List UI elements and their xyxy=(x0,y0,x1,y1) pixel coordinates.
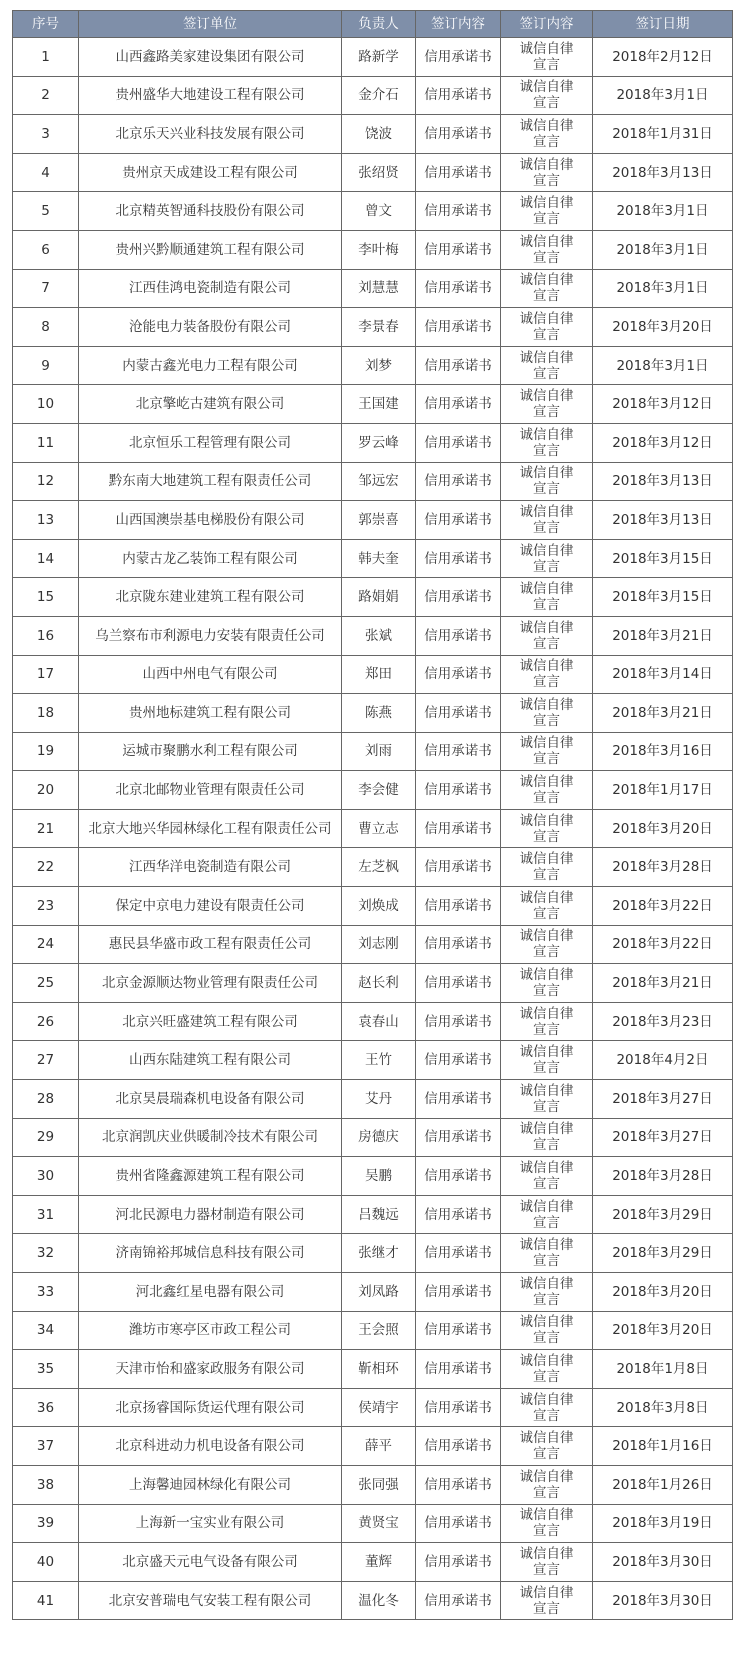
row-seq: 16 xyxy=(13,616,79,655)
row-seq: 20 xyxy=(13,771,79,810)
row-person: 路新学 xyxy=(342,38,416,77)
row-content-1: 信用承诺书 xyxy=(416,925,501,964)
row-person: 韩夫奎 xyxy=(342,539,416,578)
row-date: 2018年1月31日 xyxy=(593,115,733,154)
row-content-1: 信用承诺书 xyxy=(416,230,501,269)
table-row xyxy=(13,1041,733,1080)
row-unit: 北京扬睿国际货运代理有限公司 xyxy=(79,1388,342,1427)
row-content-1: 信用承诺书 xyxy=(416,38,501,77)
row-unit: 河北民源电力器材制造有限公司 xyxy=(79,1195,342,1234)
row-unit: 北京金源顺达物业管理有限责任公司 xyxy=(79,964,342,1003)
row-content-1: 信用承诺书 xyxy=(416,887,501,926)
table-row xyxy=(13,809,733,848)
table-row xyxy=(13,1504,733,1543)
row-date: 2018年3月21日 xyxy=(593,694,733,733)
row-person: 王国建 xyxy=(342,385,416,424)
row-person: 郑田 xyxy=(342,655,416,694)
row-seq: 29 xyxy=(13,1118,79,1157)
row-seq: 36 xyxy=(13,1388,79,1427)
row-unit: 北京北邮物业管理有限责任公司 xyxy=(79,771,342,810)
table-body xyxy=(13,38,733,1620)
row-person: 罗云峰 xyxy=(342,423,416,462)
row-content-1: 信用承诺书 xyxy=(416,1080,501,1119)
signing-table xyxy=(12,10,733,1620)
row-date: 2018年3月22日 xyxy=(593,887,733,926)
row-date: 2018年3月8日 xyxy=(593,1388,733,1427)
row-content-1: 信用承诺书 xyxy=(416,308,501,347)
row-content-2: 诚信自律宣言 xyxy=(501,616,593,655)
row-content-1: 信用承诺书 xyxy=(416,269,501,308)
row-person: 饶波 xyxy=(342,115,416,154)
row-seq: 23 xyxy=(13,887,79,926)
row-seq: 28 xyxy=(13,1080,79,1119)
header-content-1: 签订内容 xyxy=(416,11,501,38)
row-date: 2018年3月15日 xyxy=(593,578,733,617)
row-date: 2018年4月2日 xyxy=(593,1041,733,1080)
row-seq: 5 xyxy=(13,192,79,231)
row-date: 2018年3月29日 xyxy=(593,1195,733,1234)
row-date: 2018年3月15日 xyxy=(593,539,733,578)
row-seq: 38 xyxy=(13,1465,79,1504)
row-content-2: 诚信自律宣言 xyxy=(501,848,593,887)
row-content-2: 诚信自律宣言 xyxy=(501,385,593,424)
row-unit: 内蒙古鑫光电力工程有限公司 xyxy=(79,346,342,385)
row-unit: 北京乐天兴业科技发展有限公司 xyxy=(79,115,342,154)
row-unit: 北京恒乐工程管理有限公司 xyxy=(79,423,342,462)
row-date: 2018年3月20日 xyxy=(593,308,733,347)
row-unit: 上海新一宝实业有限公司 xyxy=(79,1504,342,1543)
row-unit: 山西东陆建筑工程有限公司 xyxy=(79,1041,342,1080)
row-date: 2018年3月1日 xyxy=(593,192,733,231)
row-content-1: 信用承诺书 xyxy=(416,385,501,424)
row-content-2: 诚信自律宣言 xyxy=(501,1080,593,1119)
row-unit: 北京擎屹古建筑有限公司 xyxy=(79,385,342,424)
row-unit: 贵州省隆鑫源建筑工程有限公司 xyxy=(79,1157,342,1196)
row-content-2: 诚信自律宣言 xyxy=(501,1118,593,1157)
table-row xyxy=(13,1157,733,1196)
table-row xyxy=(13,694,733,733)
row-seq: 25 xyxy=(13,964,79,1003)
row-seq: 22 xyxy=(13,848,79,887)
row-person: 温化冬 xyxy=(342,1581,416,1620)
row-person: 金介石 xyxy=(342,76,416,115)
row-content-1: 信用承诺书 xyxy=(416,192,501,231)
row-seq: 37 xyxy=(13,1427,79,1466)
row-person: 吴鹏 xyxy=(342,1157,416,1196)
row-content-1: 信用承诺书 xyxy=(416,1504,501,1543)
table-row xyxy=(13,655,733,694)
row-unit: 北京润凯庆业供暖制冷技术有限公司 xyxy=(79,1118,342,1157)
row-unit: 北京大地兴华园林绿化工程有限责任公司 xyxy=(79,809,342,848)
row-content-1: 信用承诺书 xyxy=(416,1388,501,1427)
row-seq: 11 xyxy=(13,423,79,462)
row-content-2: 诚信自律宣言 xyxy=(501,76,593,115)
row-date: 2018年3月22日 xyxy=(593,925,733,964)
row-date: 2018年1月17日 xyxy=(593,771,733,810)
table-row xyxy=(13,1350,733,1389)
row-unit: 北京盛天元电气设备有限公司 xyxy=(79,1543,342,1582)
row-date: 2018年3月28日 xyxy=(593,848,733,887)
row-content-2: 诚信自律宣言 xyxy=(501,1311,593,1350)
row-person: 左芝枫 xyxy=(342,848,416,887)
row-seq: 24 xyxy=(13,925,79,964)
row-unit: 惠民县华盛市政工程有限责任公司 xyxy=(79,925,342,964)
row-content-2: 诚信自律宣言 xyxy=(501,732,593,771)
table-row xyxy=(13,848,733,887)
row-content-2: 诚信自律宣言 xyxy=(501,1427,593,1466)
row-date: 2018年3月14日 xyxy=(593,655,733,694)
row-content-2: 诚信自律宣言 xyxy=(501,230,593,269)
row-person: 黄贤宝 xyxy=(342,1504,416,1543)
row-date: 2018年2月12日 xyxy=(593,38,733,77)
row-person: 李叶梅 xyxy=(342,230,416,269)
row-content-1: 信用承诺书 xyxy=(416,1273,501,1312)
row-content-2: 诚信自律宣言 xyxy=(501,925,593,964)
row-person: 刘志刚 xyxy=(342,925,416,964)
row-seq: 15 xyxy=(13,578,79,617)
row-content-1: 信用承诺书 xyxy=(416,501,501,540)
header-date: 签订日期 xyxy=(593,11,733,38)
row-content-1: 信用承诺书 xyxy=(416,1311,501,1350)
row-unit: 山西中州电气有限公司 xyxy=(79,655,342,694)
row-seq: 35 xyxy=(13,1350,79,1389)
row-date: 2018年3月21日 xyxy=(593,964,733,1003)
row-content-1: 信用承诺书 xyxy=(416,1118,501,1157)
row-seq: 33 xyxy=(13,1273,79,1312)
table-row xyxy=(13,1465,733,1504)
row-date: 2018年3月1日 xyxy=(593,230,733,269)
row-person: 董辉 xyxy=(342,1543,416,1582)
row-person: 张继才 xyxy=(342,1234,416,1273)
table-row xyxy=(13,192,733,231)
row-seq: 12 xyxy=(13,462,79,501)
row-content-2: 诚信自律宣言 xyxy=(501,269,593,308)
row-content-2: 诚信自律宣言 xyxy=(501,192,593,231)
row-content-2: 诚信自律宣言 xyxy=(501,501,593,540)
row-date: 2018年3月16日 xyxy=(593,732,733,771)
row-content-1: 信用承诺书 xyxy=(416,346,501,385)
row-content-2: 诚信自律宣言 xyxy=(501,1581,593,1620)
row-content-2: 诚信自律宣言 xyxy=(501,1273,593,1312)
row-content-1: 信用承诺书 xyxy=(416,1041,501,1080)
row-date: 2018年1月26日 xyxy=(593,1465,733,1504)
table-header-row xyxy=(13,11,733,38)
row-seq: 9 xyxy=(13,346,79,385)
table-row xyxy=(13,1543,733,1582)
row-unit: 黔东南大地建筑工程有限责任公司 xyxy=(79,462,342,501)
table-row xyxy=(13,1080,733,1119)
table-row xyxy=(13,153,733,192)
row-content-2: 诚信自律宣言 xyxy=(501,423,593,462)
row-seq: 10 xyxy=(13,385,79,424)
row-date: 2018年3月21日 xyxy=(593,616,733,655)
header-person: 负责人 xyxy=(342,11,416,38)
row-date: 2018年3月20日 xyxy=(593,1273,733,1312)
table-row xyxy=(13,1311,733,1350)
row-unit: 上海馨迪园林绿化有限公司 xyxy=(79,1465,342,1504)
row-person: 刘焕成 xyxy=(342,887,416,926)
row-seq: 30 xyxy=(13,1157,79,1196)
row-person: 张同强 xyxy=(342,1465,416,1504)
header-unit: 签订单位 xyxy=(79,11,342,38)
row-person: 刘凤路 xyxy=(342,1273,416,1312)
row-person: 路娟娟 xyxy=(342,578,416,617)
row-seq: 26 xyxy=(13,1002,79,1041)
row-seq: 14 xyxy=(13,539,79,578)
row-seq: 2 xyxy=(13,76,79,115)
row-unit: 运城市聚鹏水利工程有限公司 xyxy=(79,732,342,771)
row-content-2: 诚信自律宣言 xyxy=(501,1504,593,1543)
row-content-1: 信用承诺书 xyxy=(416,1002,501,1041)
row-content-2: 诚信自律宣言 xyxy=(501,655,593,694)
table-row xyxy=(13,38,733,77)
row-content-1: 信用承诺书 xyxy=(416,848,501,887)
row-date: 2018年3月1日 xyxy=(593,76,733,115)
table-row xyxy=(13,230,733,269)
row-person: 曾文 xyxy=(342,192,416,231)
table-row xyxy=(13,269,733,308)
row-unit: 贵州京天成建设工程有限公司 xyxy=(79,153,342,192)
row-content-1: 信用承诺书 xyxy=(416,539,501,578)
row-person: 曹立志 xyxy=(342,809,416,848)
table-row xyxy=(13,1388,733,1427)
row-seq: 7 xyxy=(13,269,79,308)
row-person: 王会照 xyxy=(342,1311,416,1350)
row-unit: 保定中京电力建设有限责任公司 xyxy=(79,887,342,926)
row-content-1: 信用承诺书 xyxy=(416,655,501,694)
table-row xyxy=(13,887,733,926)
row-date: 2018年3月30日 xyxy=(593,1543,733,1582)
row-date: 2018年1月16日 xyxy=(593,1427,733,1466)
row-date: 2018年3月27日 xyxy=(593,1080,733,1119)
row-seq: 39 xyxy=(13,1504,79,1543)
table-row xyxy=(13,1581,733,1620)
row-seq: 34 xyxy=(13,1311,79,1350)
row-content-1: 信用承诺书 xyxy=(416,462,501,501)
row-content-2: 诚信自律宣言 xyxy=(501,771,593,810)
table-row xyxy=(13,925,733,964)
table-row xyxy=(13,76,733,115)
row-unit: 乌兰察布市利源电力安装有限责任公司 xyxy=(79,616,342,655)
row-unit: 北京昊晨瑞森机电设备有限公司 xyxy=(79,1080,342,1119)
table-row xyxy=(13,578,733,617)
row-unit: 贵州地标建筑工程有限公司 xyxy=(79,694,342,733)
row-content-2: 诚信自律宣言 xyxy=(501,308,593,347)
row-unit: 北京精英智通科技股份有限公司 xyxy=(79,192,342,231)
row-unit: 内蒙古龙乙装饰工程有限公司 xyxy=(79,539,342,578)
row-person: 王竹 xyxy=(342,1041,416,1080)
row-content-1: 信用承诺书 xyxy=(416,1195,501,1234)
table-row xyxy=(13,115,733,154)
row-content-2: 诚信自律宣言 xyxy=(501,1234,593,1273)
row-date: 2018年3月12日 xyxy=(593,385,733,424)
row-seq: 8 xyxy=(13,308,79,347)
table-row xyxy=(13,1273,733,1312)
row-date: 2018年3月19日 xyxy=(593,1504,733,1543)
row-date: 2018年3月13日 xyxy=(593,153,733,192)
row-person: 侯靖宇 xyxy=(342,1388,416,1427)
row-seq: 6 xyxy=(13,230,79,269)
table-row xyxy=(13,385,733,424)
row-unit: 北京陇东建业建筑工程有限公司 xyxy=(79,578,342,617)
row-person: 陈燕 xyxy=(342,694,416,733)
table-row xyxy=(13,346,733,385)
table-row xyxy=(13,308,733,347)
row-content-2: 诚信自律宣言 xyxy=(501,809,593,848)
row-seq: 32 xyxy=(13,1234,79,1273)
row-seq: 13 xyxy=(13,501,79,540)
row-date: 2018年3月1日 xyxy=(593,346,733,385)
row-date: 2018年3月20日 xyxy=(593,1311,733,1350)
row-person: 刘雨 xyxy=(342,732,416,771)
row-unit: 济南锦裕邦城信息科技有限公司 xyxy=(79,1234,342,1273)
row-unit: 贵州兴黔顺通建筑工程有限公司 xyxy=(79,230,342,269)
row-person: 房德庆 xyxy=(342,1118,416,1157)
row-unit: 北京科进动力机电设备有限公司 xyxy=(79,1427,342,1466)
row-content-1: 信用承诺书 xyxy=(416,964,501,1003)
row-date: 2018年3月28日 xyxy=(593,1157,733,1196)
row-person: 艾丹 xyxy=(342,1080,416,1119)
row-date: 2018年3月29日 xyxy=(593,1234,733,1273)
row-content-1: 信用承诺书 xyxy=(416,1465,501,1504)
row-person: 靳相环 xyxy=(342,1350,416,1389)
row-content-2: 诚信自律宣言 xyxy=(501,1157,593,1196)
row-content-1: 信用承诺书 xyxy=(416,732,501,771)
row-seq: 18 xyxy=(13,694,79,733)
table-row xyxy=(13,1234,733,1273)
row-content-2: 诚信自律宣言 xyxy=(501,1195,593,1234)
row-seq: 19 xyxy=(13,732,79,771)
row-unit: 河北鑫红星电器有限公司 xyxy=(79,1273,342,1312)
row-content-1: 信用承诺书 xyxy=(416,694,501,733)
row-content-2: 诚信自律宣言 xyxy=(501,1543,593,1582)
table-row xyxy=(13,462,733,501)
row-person: 张绍贤 xyxy=(342,153,416,192)
row-content-2: 诚信自律宣言 xyxy=(501,887,593,926)
row-content-1: 信用承诺书 xyxy=(416,1350,501,1389)
row-unit: 潍坊市寒亭区市政工程公司 xyxy=(79,1311,342,1350)
row-content-1: 信用承诺书 xyxy=(416,423,501,462)
row-unit: 天津市怡和盛家政服务有限公司 xyxy=(79,1350,342,1389)
row-content-2: 诚信自律宣言 xyxy=(501,1350,593,1389)
row-content-2: 诚信自律宣言 xyxy=(501,1465,593,1504)
row-content-1: 信用承诺书 xyxy=(416,1543,501,1582)
row-person: 薛平 xyxy=(342,1427,416,1466)
row-unit: 江西华洋电瓷制造有限公司 xyxy=(79,848,342,887)
row-unit: 山西鑫路美家建设集团有限公司 xyxy=(79,38,342,77)
row-content-2: 诚信自律宣言 xyxy=(501,346,593,385)
row-date: 2018年3月1日 xyxy=(593,269,733,308)
row-seq: 21 xyxy=(13,809,79,848)
row-date: 2018年3月30日 xyxy=(593,1581,733,1620)
row-content-1: 信用承诺书 xyxy=(416,115,501,154)
row-unit: 贵州盛华大地建设工程有限公司 xyxy=(79,76,342,115)
row-content-1: 信用承诺书 xyxy=(416,1427,501,1466)
row-content-2: 诚信自律宣言 xyxy=(501,1041,593,1080)
table-row xyxy=(13,964,733,1003)
row-content-1: 信用承诺书 xyxy=(416,1581,501,1620)
row-content-1: 信用承诺书 xyxy=(416,1234,501,1273)
header-content-2: 签订内容 xyxy=(501,11,593,38)
row-content-1: 信用承诺书 xyxy=(416,809,501,848)
row-person: 邹远宏 xyxy=(342,462,416,501)
row-unit: 江西佳鸿电瓷制造有限公司 xyxy=(79,269,342,308)
row-content-2: 诚信自律宣言 xyxy=(501,578,593,617)
row-seq: 27 xyxy=(13,1041,79,1080)
row-person: 吕魏远 xyxy=(342,1195,416,1234)
row-content-2: 诚信自律宣言 xyxy=(501,964,593,1003)
row-content-2: 诚信自律宣言 xyxy=(501,1388,593,1427)
row-person: 刘梦 xyxy=(342,346,416,385)
row-content-1: 信用承诺书 xyxy=(416,76,501,115)
row-person: 袁春山 xyxy=(342,1002,416,1041)
row-seq: 3 xyxy=(13,115,79,154)
row-unit: 沧能电力装备股份有限公司 xyxy=(79,308,342,347)
row-seq: 31 xyxy=(13,1195,79,1234)
row-content-1: 信用承诺书 xyxy=(416,153,501,192)
row-date: 2018年3月20日 xyxy=(593,809,733,848)
row-content-2: 诚信自律宣言 xyxy=(501,115,593,154)
row-person: 赵长利 xyxy=(342,964,416,1003)
table-row xyxy=(13,616,733,655)
row-person: 李景春 xyxy=(342,308,416,347)
row-seq: 17 xyxy=(13,655,79,694)
table-row xyxy=(13,539,733,578)
row-content-2: 诚信自律宣言 xyxy=(501,38,593,77)
row-date: 2018年3月23日 xyxy=(593,1002,733,1041)
row-date: 2018年1月8日 xyxy=(593,1350,733,1389)
row-person: 张斌 xyxy=(342,616,416,655)
table-row xyxy=(13,1118,733,1157)
row-content-2: 诚信自律宣言 xyxy=(501,462,593,501)
row-date: 2018年3月13日 xyxy=(593,501,733,540)
row-person: 刘慧慧 xyxy=(342,269,416,308)
row-content-2: 诚信自律宣言 xyxy=(501,694,593,733)
row-unit: 山西国澳崇基电梯股份有限公司 xyxy=(79,501,342,540)
row-content-1: 信用承诺书 xyxy=(416,771,501,810)
row-unit: 北京安普瑞电气安装工程有限公司 xyxy=(79,1581,342,1620)
table-row xyxy=(13,1427,733,1466)
row-date: 2018年3月12日 xyxy=(593,423,733,462)
table-row xyxy=(13,1195,733,1234)
row-content-2: 诚信自律宣言 xyxy=(501,539,593,578)
row-date: 2018年3月27日 xyxy=(593,1118,733,1157)
row-unit: 北京兴旺盛建筑工程有限公司 xyxy=(79,1002,342,1041)
row-content-2: 诚信自律宣言 xyxy=(501,1002,593,1041)
table-row xyxy=(13,732,733,771)
row-content-1: 信用承诺书 xyxy=(416,1157,501,1196)
row-content-2: 诚信自律宣言 xyxy=(501,153,593,192)
row-seq: 41 xyxy=(13,1581,79,1620)
row-seq: 4 xyxy=(13,153,79,192)
table-row xyxy=(13,501,733,540)
row-seq: 1 xyxy=(13,38,79,77)
table-row xyxy=(13,1002,733,1041)
row-person: 李会健 xyxy=(342,771,416,810)
row-content-1: 信用承诺书 xyxy=(416,616,501,655)
row-date: 2018年3月13日 xyxy=(593,462,733,501)
table-row xyxy=(13,771,733,810)
row-person: 郭崇喜 xyxy=(342,501,416,540)
table-row xyxy=(13,423,733,462)
row-seq: 40 xyxy=(13,1543,79,1582)
header-seq: 序号 xyxy=(13,11,79,38)
row-content-1: 信用承诺书 xyxy=(416,578,501,617)
